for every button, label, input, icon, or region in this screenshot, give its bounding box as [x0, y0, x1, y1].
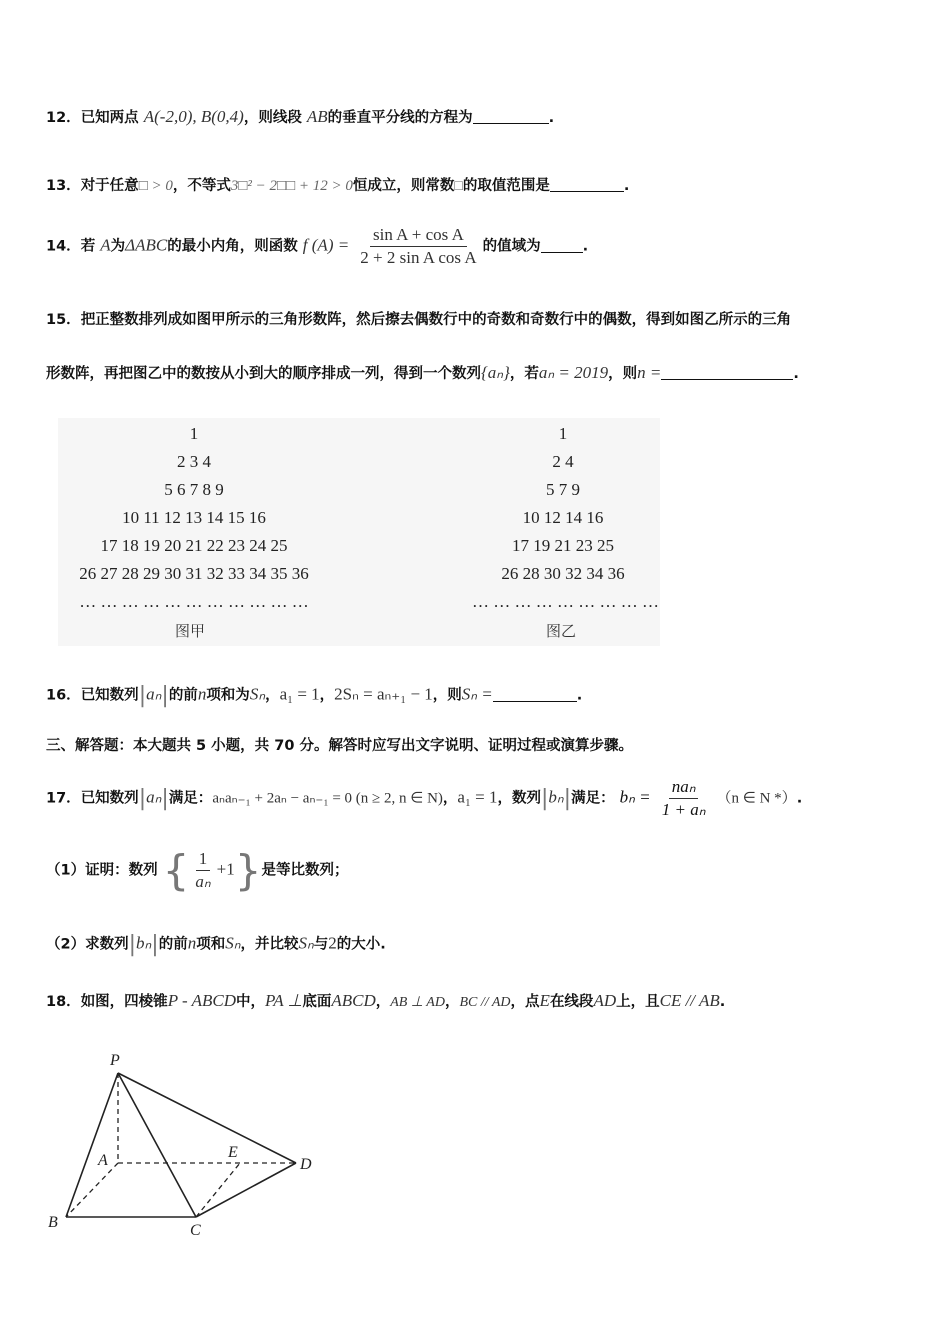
edge-PB: [66, 1073, 118, 1217]
answer-blank: [550, 177, 624, 192]
label-D: D: [300, 1156, 312, 1173]
label-A: A: [98, 1152, 108, 1169]
question-12: 12．已知两点 A(-2,0), B(0,4)，则线段 AB的垂直平分线的方程为 .: [46, 107, 555, 126]
q12-number: 12．: [46, 110, 81, 126]
edge-PD: [118, 1073, 296, 1163]
label-P: P: [110, 1052, 120, 1069]
question-18: 18．如图，四棱锥P - ABCD中，PA ⊥底面ABCD，AB ⊥ AD，BC // AD，点E在线段AD上，且CE // AB.: [46, 991, 726, 1010]
q12-points: A(-2,0), B(0,4): [143, 107, 244, 126]
question-15-line2: 形数阵，再把图乙中的数按从小到大的顺序排成一列，得到一个数列{aₙ}，若aₙ = 2019，则n = .: [46, 363, 799, 382]
caption-left: 图甲: [175, 622, 206, 640]
label-C: C: [190, 1222, 201, 1239]
q14-fraction: $\frac{\text{sin A + cos A}}{\text{2 + 2 sin A cos A}}$: [360, 225, 477, 267]
edge-PC: [118, 1073, 196, 1217]
question-13: 13．对于任意□ > 0，不等式3□² − 2□□ + 12 > 0恒成立，则常数□的取值范围是 .: [46, 178, 630, 194]
edge-AB: [66, 1163, 118, 1217]
q17-b-fraction: $\frac{\text{naₙ}}{\text{1 + aₙ}}$: [661, 777, 706, 819]
edge-CD: [196, 1163, 296, 1217]
triangle-left: 1 2 3 4 5 6 7 8 9 10 11 12 13 14 15 16 17 18 19 20 21 22 23 24 25 26 27 28 29 30 31 32 33 34 35 36 … … … … … … … … … … …: [79, 424, 309, 611]
question-16: 16．已知数列|aₙ|的前n项和为Sₙ，a₁ = 1，2Sₙ = aₙ₊₁ − 1，则Sₙ = .: [46, 683, 583, 708]
triangle-right: 1 2 4 5 7 9 10 12 14 16 17 19 21 23 25 26 28 30 32 34 36 … … … … … … … … …: [472, 424, 659, 611]
figure-18-pyramid: [40, 1045, 330, 1240]
question-15-line1: 15．把正整数排列成如图甲所示的三角形数阵，然后擦去偶数行中的奇数和奇数行中的偶数，得到如图乙所示的三角: [46, 312, 792, 328]
question-17-part-2: （2）求数列|bₙ|的前n项和Sₙ，并比较Sₙ与2的大小.: [46, 932, 386, 957]
question-17-part-1: （1）证明：数列 { $\frac{1}{\text{aₙ}}$ +1}是等比数列；: [46, 846, 349, 895]
label-B: B: [48, 1214, 58, 1231]
edge-CE: [196, 1163, 240, 1217]
label-E: E: [228, 1144, 238, 1161]
answer-blank: [493, 687, 577, 702]
question-17: 17．已知数列|aₙ|满足：aₙaₙ₋₁ + 2aₙ − aₙ₋₁ = 0 (n ≥ 2, n ∈ N)，a₁ = 1，数列|bₙ|满足： bₙ = $\frac{\text{naₙ}}{\text{1 + aₙ}}$ （n ∈ N *）.: [46, 777, 803, 819]
answer-blank: [541, 238, 583, 253]
question-14: 14．若 A为ΔABC的最小内角，则函数 f (A) = $\frac{\text{sin A + cos A}}{\text{2 + 2 sin A cos A}}$ 的值域为 .: [46, 225, 589, 267]
answer-blank: [661, 365, 793, 380]
answer-blank: [473, 109, 549, 124]
caption-right: 图乙: [546, 622, 577, 640]
section-3-heading: 三、解答题：本大题共 5 小题，共 70 分。解答时应写出文字说明、证明过程或演算步骤。: [46, 738, 633, 754]
